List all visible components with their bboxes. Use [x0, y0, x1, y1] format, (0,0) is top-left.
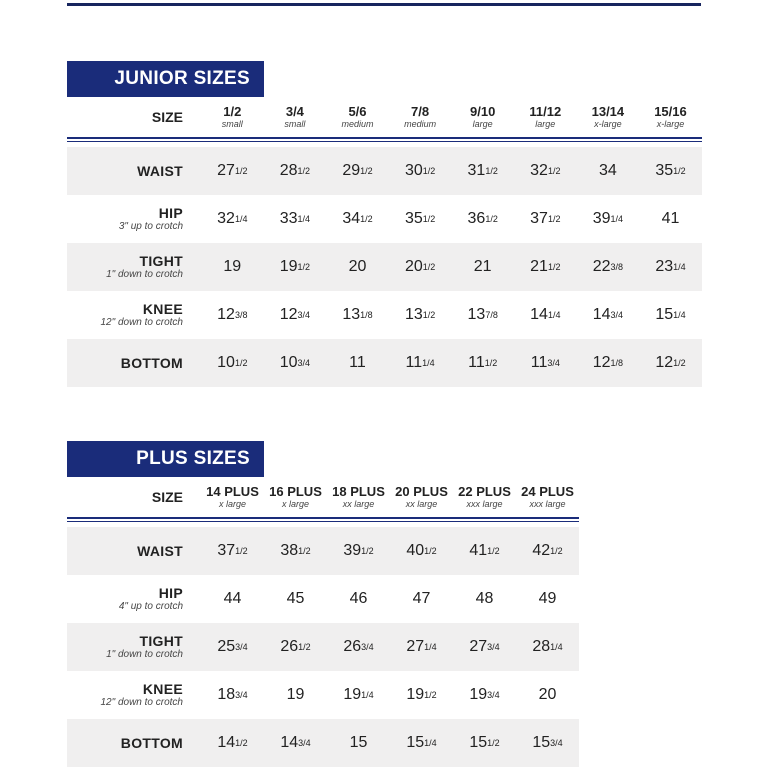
measurement-note: 1" down to crotch: [106, 648, 183, 660]
header-divider: [67, 517, 579, 519]
junior-sizes-title: JUNIOR SIZES: [67, 61, 264, 97]
size-name: xxx large: [529, 499, 566, 509]
measurement-value: 19 1/4: [343, 686, 374, 703]
measurement-note: 1" down to crotch: [106, 268, 183, 280]
value-whole: 19: [286, 686, 305, 703]
measurement-value: 12 3/4: [279, 306, 311, 323]
measurement-value: 26 3/4: [343, 638, 374, 655]
measurement-value: 27 1/4: [406, 638, 437, 655]
measurement-value: [451, 243, 514, 291]
value-whole: 29: [342, 162, 361, 179]
value-whole: 41: [469, 542, 488, 559]
size-column-header: [264, 97, 327, 137]
value-whole: 15: [406, 734, 425, 751]
measurement-value: 25 3/4: [217, 638, 248, 655]
measurement-value: [326, 243, 389, 291]
measurement-value: 37 1/2: [530, 210, 561, 227]
measurement-value: 12 3/8: [217, 306, 248, 323]
measurement-value: 36 1/2: [467, 210, 498, 227]
measurement-row-knee: [67, 671, 579, 719]
value-whole: 20: [538, 686, 557, 703]
size-number: 16 PLUS: [269, 484, 322, 499]
value-whole: 32: [217, 210, 235, 227]
size-name: x-large: [594, 119, 622, 129]
size-column-header: [514, 97, 577, 137]
measurement-value: 13 1/8: [342, 306, 373, 323]
measurement-value: 14 1/2: [217, 734, 248, 751]
measurement-value: 33 1/4: [279, 210, 311, 227]
measurement-row-hip: [67, 575, 579, 623]
value-whole: 10: [217, 354, 235, 371]
size-column-label: SIZE: [151, 489, 183, 505]
measurement-value: 41 1/2: [469, 542, 500, 559]
measurement-value: 15 1/4: [655, 306, 686, 323]
value-whole: 14: [530, 306, 548, 323]
measurement-value: [327, 719, 390, 767]
value-whole: 11: [349, 354, 366, 371]
measurement-value: [327, 575, 390, 623]
measurement-note: 4" up to crotch: [118, 600, 183, 612]
value-whole: 11: [468, 354, 485, 371]
value-whole: 26: [280, 638, 299, 655]
measurement-value: 14 3/4: [280, 734, 311, 751]
value-whole: 19: [406, 686, 425, 703]
measurement-name: KNEE: [142, 680, 183, 697]
size-number: 3/4: [285, 104, 304, 119]
size-column-header: [201, 97, 264, 137]
size-column-label: SIZE: [151, 109, 183, 125]
measurement-value: 35 1/2: [404, 210, 436, 227]
value-whole: 40: [406, 542, 425, 559]
header-divider-thin: [67, 521, 579, 522]
measurement-label: [67, 719, 183, 767]
size-number: 24 PLUS: [521, 484, 574, 499]
measurement-value: [264, 575, 327, 623]
plus-sizes-title: PLUS SIZES: [67, 441, 264, 477]
plus-size-chart: [67, 441, 580, 767]
measurement-value: 34 1/2: [342, 210, 373, 227]
size-column-header: [390, 477, 453, 517]
measurement-value: [639, 195, 702, 243]
measurement-value: 15 1/2: [469, 734, 500, 751]
size-number: 22 PLUS: [458, 484, 511, 499]
size-name: medium: [341, 119, 374, 129]
value-whole: 14: [592, 306, 611, 323]
size-number: 20 PLUS: [395, 484, 448, 499]
size-number: 7/8: [411, 104, 430, 119]
measurement-value: 37 1/2: [217, 542, 248, 559]
value-whole: 37: [217, 542, 236, 559]
measurement-value: [516, 671, 579, 719]
value-whole: 27: [217, 162, 235, 179]
measurement-value: 13 7/8: [467, 306, 498, 323]
size-column-header: [327, 477, 390, 517]
value-whole: 35: [404, 210, 423, 227]
measurement-value: [577, 147, 640, 195]
measurement-note: 3" up to crotch: [118, 220, 183, 232]
measurement-value: 26 1/2: [280, 638, 311, 655]
value-whole: 15: [655, 306, 674, 323]
measurement-row-hip: [67, 195, 702, 243]
measurement-name: KNEE: [142, 300, 183, 317]
value-whole: 20: [404, 258, 423, 275]
value-whole: 46: [349, 590, 368, 607]
measurement-value: 15 1/4: [406, 734, 437, 751]
value-whole: 14: [280, 734, 299, 751]
size-number: 14 PLUS: [206, 484, 259, 499]
measurement-value: 28 1/4: [532, 638, 563, 655]
size-name: x large: [218, 499, 246, 509]
measurement-value: 15 3/4: [532, 734, 563, 751]
size-number: 9/10: [470, 104, 496, 119]
value-whole: 31: [467, 162, 486, 179]
measurement-value: 13 1/2: [404, 306, 436, 323]
measurement-value: 39 1/2: [343, 542, 374, 559]
value-whole: 10: [279, 354, 298, 371]
measurement-value: 11 3/4: [530, 354, 560, 371]
measurement-label: [67, 195, 183, 243]
measurement-value: [516, 575, 579, 623]
value-whole: 22: [592, 258, 611, 275]
measurement-name: TIGHT: [139, 632, 183, 649]
measurement-value: 19 1/2: [406, 686, 437, 703]
measurement-value: 30 1/2: [404, 162, 436, 179]
value-whole: 15: [349, 734, 368, 751]
measurement-label: [67, 339, 183, 387]
junior-header-row: [67, 97, 702, 137]
measurement-value: 20 1/2: [404, 258, 436, 275]
measurement-name: BOTTOM: [120, 354, 183, 371]
value-whole: 48: [475, 590, 494, 607]
measurement-value: 32 1/2: [530, 162, 561, 179]
value-whole: 13: [467, 306, 486, 323]
value-whole: 42: [532, 542, 551, 559]
measurement-value: 42 1/2: [532, 542, 563, 559]
measurement-value: 40 1/2: [406, 542, 437, 559]
junior-size-chart: [67, 61, 701, 387]
measurement-value: [390, 575, 453, 623]
value-whole: 34: [342, 210, 361, 227]
value-whole: 18: [217, 686, 236, 703]
measurement-row-knee: [67, 291, 702, 339]
measurement-value: 12 1/2: [655, 354, 686, 371]
value-whole: 15: [469, 734, 488, 751]
measurement-value: 14 3/4: [592, 306, 624, 323]
measurement-row-waist: [67, 147, 702, 195]
measurement-row-bottom: [67, 719, 579, 767]
header-divider-thin: [67, 141, 702, 142]
measurement-row-tight: [67, 623, 579, 671]
value-whole: 38: [280, 542, 299, 559]
size-number: 1/2: [223, 104, 242, 119]
measurement-value: 35 1/2: [655, 162, 686, 179]
measurement-row-bottom: [67, 339, 702, 387]
measurement-value: 28 1/2: [279, 162, 311, 179]
measurement-row-tight: [67, 243, 702, 291]
value-whole: 44: [223, 590, 242, 607]
size-name: medium: [404, 119, 437, 129]
measurement-value: 14 1/4: [530, 306, 561, 323]
value-whole: 13: [342, 306, 361, 323]
value-whole: 28: [279, 162, 298, 179]
value-whole: 27: [469, 638, 488, 655]
value-whole: 21: [473, 258, 492, 275]
value-whole: 11: [405, 354, 423, 371]
measurement-value: [201, 243, 264, 291]
value-whole: 30: [404, 162, 423, 179]
measurement-label: [67, 291, 183, 339]
value-whole: 12: [279, 306, 298, 323]
size-name: xx large: [405, 499, 438, 509]
measurement-value: 18 3/4: [217, 686, 248, 703]
value-whole: 45: [286, 590, 305, 607]
size-number: 18 PLUS: [332, 484, 385, 499]
measurement-value: 31 1/2: [467, 162, 498, 179]
size-name: xxx large: [466, 499, 503, 509]
size-name: x large: [281, 499, 309, 509]
measurement-value: 23 1/4: [655, 258, 686, 275]
size-column-header: [639, 97, 702, 137]
value-whole: 47: [412, 590, 431, 607]
measurement-value: 39 1/4: [592, 210, 624, 227]
measurement-name: WAIST: [137, 162, 183, 179]
measurement-value: [326, 339, 389, 387]
measurement-label: [67, 623, 183, 671]
value-whole: 19: [343, 686, 362, 703]
size-number: 5/6: [348, 104, 367, 119]
measurement-value: 12 1/8: [592, 354, 624, 371]
measurement-value: 10 3/4: [279, 354, 311, 371]
value-whole: 39: [592, 210, 611, 227]
measurement-name: BOTTOM: [120, 734, 183, 751]
measurement-name: TIGHT: [139, 252, 183, 269]
value-whole: 21: [530, 258, 548, 275]
measurement-value: [453, 575, 516, 623]
measurement-label: [67, 243, 183, 291]
measurement-row-waist: [67, 527, 579, 575]
value-whole: 20: [348, 258, 367, 275]
value-whole: 27: [406, 638, 425, 655]
size-name: x-large: [656, 119, 685, 129]
size-column-header: [264, 477, 327, 517]
top-divider: [67, 3, 701, 6]
value-whole: 15: [532, 734, 551, 751]
measurement-name: WAIST: [137, 542, 183, 559]
size-number: 13/14: [591, 104, 625, 119]
size-column-header: [201, 477, 264, 517]
value-whole: 14: [217, 734, 236, 751]
size-column-header: [577, 97, 640, 137]
size-column-header: [389, 97, 452, 137]
size-number: 15/16: [654, 104, 687, 119]
value-whole: 37: [530, 210, 548, 227]
header-divider: [67, 137, 702, 139]
value-whole: 12: [655, 354, 674, 371]
measurement-value: 27 1/2: [217, 162, 248, 179]
size-name: large: [472, 119, 493, 129]
size-name: small: [221, 119, 243, 129]
measurement-value: 21 1/2: [530, 258, 561, 275]
value-whole: 36: [467, 210, 486, 227]
value-whole: 28: [532, 638, 551, 655]
measurement-value: 10 1/2: [217, 354, 248, 371]
size-column-header: [453, 477, 516, 517]
value-whole: 32: [530, 162, 548, 179]
value-whole: 26: [343, 638, 362, 655]
measurement-label: [67, 147, 183, 195]
measurement-name: HIP: [158, 584, 183, 601]
size-name: large: [535, 119, 556, 129]
value-whole: 12: [217, 306, 235, 323]
measurement-value: 11 1/4: [405, 354, 435, 371]
plus-header-row: [67, 477, 579, 517]
value-whole: 35: [655, 162, 674, 179]
value-whole: 19: [279, 258, 298, 275]
size-number: 11/12: [529, 104, 562, 119]
size-column-header: [326, 97, 389, 137]
value-whole: 49: [538, 590, 557, 607]
measurement-label: [67, 671, 183, 719]
measurement-value: 29 1/2: [342, 162, 373, 179]
value-whole: 23: [655, 258, 674, 275]
size-name: small: [284, 119, 306, 129]
measurement-value: [264, 671, 327, 719]
measurement-value: 19 3/4: [469, 686, 500, 703]
value-whole: 11: [530, 354, 548, 371]
value-whole: 34: [598, 162, 617, 179]
value-whole: 19: [223, 258, 242, 275]
value-whole: 25: [217, 638, 236, 655]
size-name: xx large: [342, 499, 375, 509]
value-whole: 19: [469, 686, 488, 703]
measurement-value: 22 3/8: [592, 258, 624, 275]
measurement-note: 12" down to crotch: [100, 696, 183, 708]
measurement-label: [67, 575, 183, 623]
measurement-value: 11 1/2: [468, 354, 498, 371]
measurement-label: [67, 527, 183, 575]
measurement-value: 38 1/2: [280, 542, 311, 559]
value-whole: 39: [343, 542, 362, 559]
size-column-header: [516, 477, 579, 517]
value-whole: 13: [404, 306, 423, 323]
measurement-value: 32 1/4: [217, 210, 248, 227]
value-whole: 12: [592, 354, 611, 371]
value-whole: 41: [661, 210, 680, 227]
measurement-name: HIP: [158, 204, 183, 221]
size-column-header: [451, 97, 514, 137]
measurement-value: [201, 575, 264, 623]
measurement-note: 12" down to crotch: [100, 316, 183, 328]
measurement-value: 27 3/4: [469, 638, 500, 655]
value-whole: 33: [279, 210, 298, 227]
measurement-value: 19 1/2: [279, 258, 311, 275]
